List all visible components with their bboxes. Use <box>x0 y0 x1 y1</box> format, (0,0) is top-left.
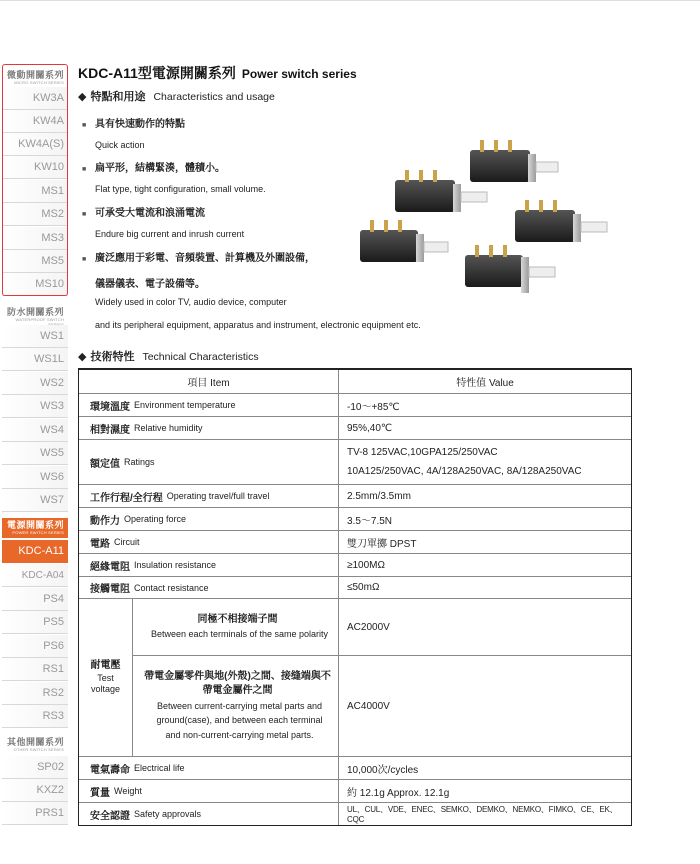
sidebar-heading-sublabel: OTHER SWITCH SERIES <box>13 747 64 752</box>
row-label-en-cont: ground(case), and between each terminal <box>156 715 323 726</box>
feature-item <box>82 207 205 220</box>
feature-en-cont: and its peripheral equipment, apparatus and instrument, electronic equipment etc. <box>95 320 421 330</box>
sidebar-item-rs3[interactable]: RS3 <box>2 705 68 728</box>
row-value: 95%,40℃ <box>347 422 393 434</box>
row-value: 3.5～7.5N <box>347 515 393 527</box>
sidebar-item-ws6[interactable]: WS6 <box>2 466 68 489</box>
feature-zh: 扁平形，結構緊湊，體積小。 <box>95 163 225 174</box>
feature-item <box>82 162 225 175</box>
sidebar-item-ms3[interactable]: MS3 <box>2 227 68 250</box>
row-label-en: Environment temperature <box>134 400 236 410</box>
table-row <box>79 757 631 780</box>
table-row <box>133 656 631 757</box>
sidebar-item-ws7[interactable]: WS7 <box>2 489 68 512</box>
row-value: ≥100MΩ <box>347 559 385 571</box>
row-label-en: Between current-carrying metal parts and <box>156 700 323 711</box>
test-voltage-zh: 耐電壓 <box>90 660 121 671</box>
row-label-zh: 安全認證 <box>90 810 130 822</box>
sidebar-heading-label: 微動開關系列 <box>6 70 64 80</box>
sidebar-item-kw4a[interactable]: KW4A <box>2 110 68 133</box>
table-row <box>79 803 631 825</box>
row-value: AC2000V <box>347 621 390 633</box>
sidebar-heading-label: 電源開關系列 <box>6 520 64 530</box>
feature-zh: 可承受大電流和浪涌電流 <box>95 208 205 219</box>
row-value: 2.5mm/3.5mm <box>347 490 411 502</box>
row-label-zh: 帶電金屬零件與地(外殼)之間、接缝端與不 <box>144 670 331 682</box>
table-row <box>79 577 631 599</box>
sidebar-item-kdc-a04[interactable]: KDC-A04 <box>2 564 68 587</box>
row-value: UL、CUL、VDE、ENEC、SEMKO、DEMKO、NEMKO、FIMKO、CE、EK、CQC <box>347 805 618 824</box>
sidebar-item-kw4as[interactable]: KW4A(S) <box>2 133 68 156</box>
row-label-en: Circuit <box>114 537 140 547</box>
page-title-zh: KDC-A11型電源開關系列 <box>78 65 236 81</box>
sidebar-item-ws1l[interactable]: WS1L <box>2 348 68 371</box>
features-heading-zh: 特點和用途 <box>90 91 146 103</box>
square-bullet-icon: ■ <box>82 256 87 264</box>
feature-en: Endure big current and inrush current <box>95 229 245 239</box>
row-label-en: Relative humidity <box>134 423 203 433</box>
row-value: ≤50mΩ <box>347 582 380 593</box>
sidebar-item-ws3[interactable]: WS3 <box>2 395 68 418</box>
row-label-en: Weight <box>114 786 142 796</box>
row-label-zh: 絕緣電阻 <box>90 561 130 573</box>
row-label-zh: 相對濕度 <box>90 424 130 436</box>
row-label-zh: 電氣壽命 <box>90 764 130 776</box>
row-value: AC4000V <box>347 700 390 712</box>
row-label-zh: 質量 <box>90 787 110 799</box>
switch-unit <box>515 200 607 242</box>
sidebar-item-ms1[interactable]: MS1 <box>2 180 68 203</box>
top-rule <box>0 0 700 1</box>
diamond-bullet-icon: ◆ <box>78 91 87 103</box>
row-label-zh: 環境溫度 <box>90 401 130 413</box>
square-bullet-icon: ■ <box>82 211 87 219</box>
sidebar-item-ms2[interactable]: MS2 <box>2 203 68 226</box>
spec-table <box>78 368 632 826</box>
row-value: 10,000次/cycles <box>347 764 419 776</box>
row-label-zh: 動作力 <box>90 515 120 527</box>
test-voltage-en: Test <box>97 673 114 683</box>
page-title-en: Power switch series <box>241 67 357 81</box>
row-value: -10～+85℃ <box>347 401 400 413</box>
sidebar-heading-label: 防水開關系列 <box>6 307 64 317</box>
row-value-cont: 10A125/250VAC, 4A/128A250VAC, 8A/128A250VAC <box>347 466 582 477</box>
feature-zh: 廣泛應用于彩電、音頻裝置、計算機及外圍設備， <box>95 253 315 264</box>
row-label-en: Safety approvals <box>134 809 202 819</box>
feature-en: Quick action <box>95 140 145 150</box>
table-row <box>79 394 631 417</box>
sidebar-item-sp02[interactable]: SP02 <box>2 756 68 779</box>
row-value: TV-8 125VAC,10GPA125/250VAC <box>347 447 498 458</box>
sidebar-item-kw10[interactable]: KW10 <box>2 156 68 179</box>
sidebar-heading-sublabel: MICRO SWITCH SERIES <box>14 80 64 85</box>
row-value: 雙刀單擲 DPST <box>347 538 417 550</box>
feature-item <box>82 252 315 265</box>
row-label-zh: 接觸電阻 <box>90 584 130 595</box>
tech-heading-zh: 技術特性 <box>90 351 135 363</box>
switch-unit <box>465 245 555 293</box>
switch-unit <box>470 140 558 182</box>
row-label-zh: 額定值 <box>90 458 120 470</box>
table-row <box>79 508 631 531</box>
features-heading-en: Characteristics and usage <box>153 91 275 103</box>
row-label-en: Operating force <box>124 514 187 524</box>
header-item: 項目 Item <box>79 370 339 393</box>
highlight-box <box>2 64 68 296</box>
row-label-zh: 電路 <box>90 538 110 550</box>
sidebar-item-ws1[interactable]: WS1 <box>2 325 68 348</box>
diamond-bullet-icon: ◆ <box>78 351 87 363</box>
table-row <box>79 780 631 803</box>
row-label-zh: 同極不相接端子間 <box>197 614 278 625</box>
feature-zh-cont: 儀器儀表、電子設備等。 <box>95 279 205 290</box>
row-label-en: Contact resistance <box>134 582 209 593</box>
row-label-en: Electrical life <box>134 763 185 773</box>
row-label-en: Operating travel/full travel <box>166 491 270 501</box>
sidebar-heading-label: 其他開關系列 <box>6 737 64 747</box>
table-row <box>79 485 631 508</box>
sidebar-item-kdc-a11[interactable]: KDC-A11 <box>2 540 68 563</box>
sidebar-item-ws4[interactable]: WS4 <box>2 419 68 442</box>
feature-en: Flat type, tight configuration, small volume. <box>95 184 266 194</box>
table-row <box>79 440 631 485</box>
sidebar-heading-waterproof[interactable] <box>2 307 68 327</box>
tech-heading <box>78 348 259 364</box>
row-label-en-cont: and non-current-carrying metal parts. <box>165 729 314 740</box>
sidebar <box>0 0 70 864</box>
table-row <box>133 599 631 656</box>
tech-heading-en: Technical Characteristics <box>142 351 259 363</box>
row-label-zh-cont: 帶電金屬件之間 <box>202 685 273 697</box>
table-row <box>79 554 631 577</box>
test-voltage-en-cont: voltage <box>90 684 121 694</box>
sidebar-heading-power[interactable] <box>2 518 68 538</box>
table-row <box>79 531 631 554</box>
sidebar-item-ps5[interactable]: PS5 <box>2 611 68 634</box>
product-photo <box>350 130 630 310</box>
row-label-en: Ratings <box>124 457 155 467</box>
sidebar-item-ps6[interactable]: PS6 <box>2 635 68 658</box>
features-heading <box>78 88 275 104</box>
sidebar-item-kxz2[interactable]: KXZ2 <box>2 779 68 802</box>
row-value: 約 12.1g Approx. 12.1g <box>347 787 450 799</box>
row-label-en: Between each terminals of the same polarity <box>150 629 329 639</box>
sidebar-item-rs2[interactable]: RS2 <box>2 682 68 705</box>
table-header-row <box>79 370 631 394</box>
switch-unit <box>360 220 448 262</box>
sidebar-item-ps4[interactable]: PS4 <box>2 588 68 611</box>
feature-zh: 具有快速動作的特點 <box>95 119 185 130</box>
feature-en: Widely used in color TV, audio device, computer <box>95 297 287 307</box>
sidebar-item-kw3a[interactable]: KW3A <box>2 87 68 110</box>
sidebar-heading-sublabel: WATERPROOF SWITCH <box>15 317 64 322</box>
sidebar-item-rs1[interactable]: RS1 <box>2 658 68 681</box>
square-bullet-icon: ■ <box>82 122 87 130</box>
sidebar-item-ws2[interactable]: WS2 <box>2 372 68 395</box>
sidebar-heading-sublabel: POWER SWITCH SERIES <box>12 530 64 535</box>
row-label-en: Insulation resistance <box>134 560 217 570</box>
sidebar-item-ms10[interactable]: MS10 <box>2 273 68 296</box>
page-title <box>78 63 357 83</box>
header-value: 特性值 Value <box>456 378 514 389</box>
table-row <box>79 417 631 440</box>
square-bullet-icon: ■ <box>82 166 87 174</box>
sidebar-item-ws5[interactable]: WS5 <box>2 442 68 465</box>
test-voltage-label <box>79 599 133 757</box>
feature-item <box>82 118 185 131</box>
row-label-zh: 工作行程/全行程 <box>90 492 163 504</box>
sidebar-item-ms5[interactable]: MS5 <box>2 250 68 273</box>
sidebar-item-prs1[interactable]: PRS1 <box>2 802 68 825</box>
sidebar-heading-other[interactable] <box>2 737 68 752</box>
